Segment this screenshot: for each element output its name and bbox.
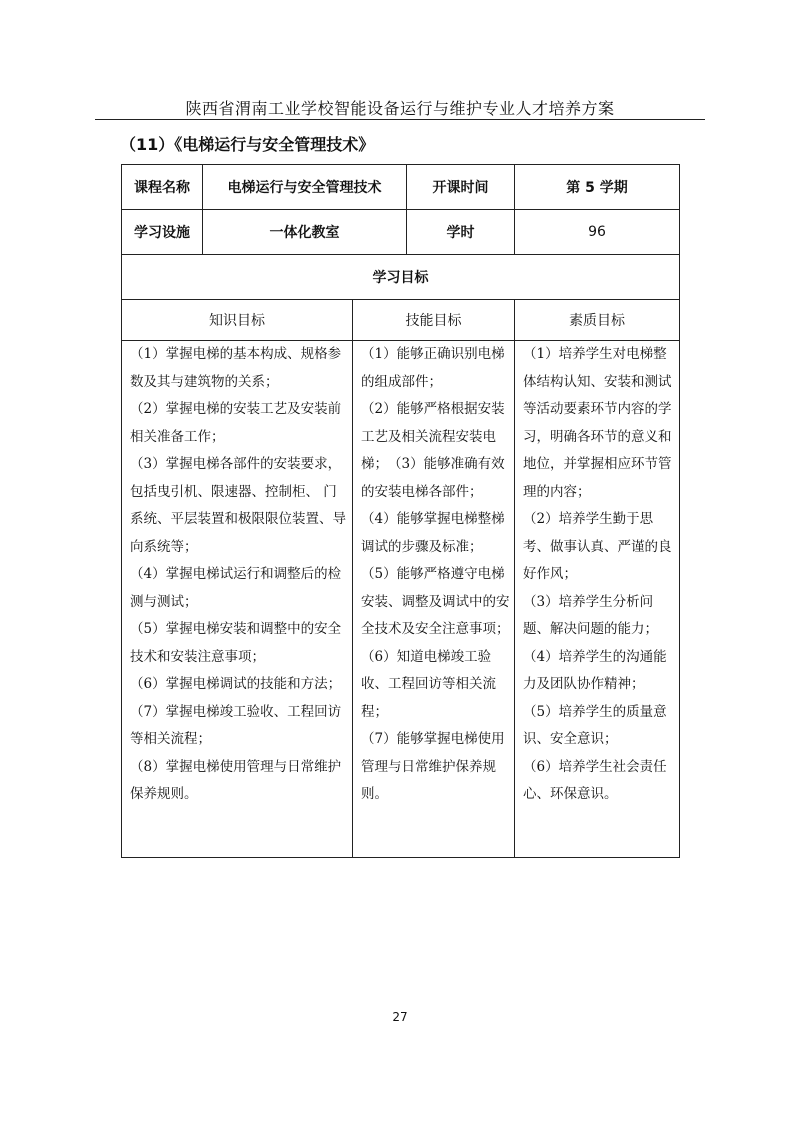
quality-goal-item: （1）培养学生对电梯整体结构认知、安装和测试等活动要素环节内容的学习，明确各环节的意义和地位，并掌握相应环节管理的内容； [523,346,672,500]
facility-label: 学习设施 [122,210,203,255]
course-name-value: 电梯运行与安全管理技术 [203,165,407,210]
knowledge-goal-item: （3）掌握电梯各部件的安装要求，包括曳引机、限速器、控制柜、 门系统、平层装置和极限限位装置、导向系统等； [130,456,346,555]
skill-goal-item: （2）能够严格根据安装工艺及相关流程安装电梯； （3）能够准确有效的安装电梯各部件； [361,401,505,500]
course-time-value: 第 5 学期 [515,165,680,210]
goals-title: 学习目标 [122,255,680,300]
knowledge-goal-item: （2）掌握电梯的安装工艺及安装前相关准备工作； [130,401,342,445]
knowledge-goal-item: （5）掌握电梯安装和调整中的安全技术和安装注意事项； [130,621,342,665]
skill-goal-item: （7）能够掌握电梯使用管理与日常维护保养规则。 [361,731,505,802]
quality-goal-item: （2）培养学生勤于思考、做事认真、严谨的良好作风； [523,511,672,582]
document-header-title: 陕西省渭南工业学校智能设备运行与维护专业人才培养方案 [185,99,615,118]
skill-goals-header: 技能目标 [353,300,515,341]
section-title: （11）《电梯运行与安全管理技术》 [120,135,375,154]
skill-goals-list [353,341,515,858]
quality-goal-item: （5）培养学生的质量意识、安全意识； [523,703,667,747]
facility-value: 一体化教室 [203,210,407,255]
course-name-label: 课程名称 [122,165,203,210]
quality-goal-item: （4）培养学生的沟通能力及团队协作精神； [523,648,667,692]
skill-goal-item: （1）能够正确识别电梯的组成部件； [361,346,505,390]
course-time-label: 开课时间 [407,165,515,210]
quality-goal-item: （3）培养学生分析问题、解决问题的能力； [523,593,658,637]
page-number: 27 [392,1010,408,1024]
knowledge-goal-item: （7）掌握电梯竣工验收、工程回访等相关流程； [130,703,342,747]
hours-value: 96 [515,210,680,255]
course-info-table [121,164,680,858]
skill-goal-item: （4）能够掌握电梯整梯调试的步骤及标准； [361,511,505,555]
knowledge-goals-list [122,341,353,858]
quality-goal-item: （6）培养学生社会责任心、环保意识。 [523,758,667,802]
quality-goals-header: 素质目标 [515,300,680,341]
knowledge-goal-item: （4）掌握电梯试运行和调整后的检测与测试； [130,566,342,610]
quality-goals-list [515,341,680,858]
hours-label: 学时 [407,210,515,255]
knowledge-goal-item: （6）掌握电梯调试的技能和方法； [130,676,342,692]
skill-goal-item: （6）知道电梯竣工验收、工程回访等相关流程； [361,648,496,720]
knowledge-goals-header: 知识目标 [122,300,353,341]
header-divider [95,119,705,120]
knowledge-goal-item: （1）掌握电梯的基本构成、规格参数及其与建筑物的关系； [130,346,342,390]
knowledge-goal-item: （8）掌握电梯使用管理与日常维护保养规则。 [130,758,342,802]
skill-goal-item: （5）能够严格遵守电梯安装、调整及调试中的安全技术及安全注意事项； [361,566,510,637]
